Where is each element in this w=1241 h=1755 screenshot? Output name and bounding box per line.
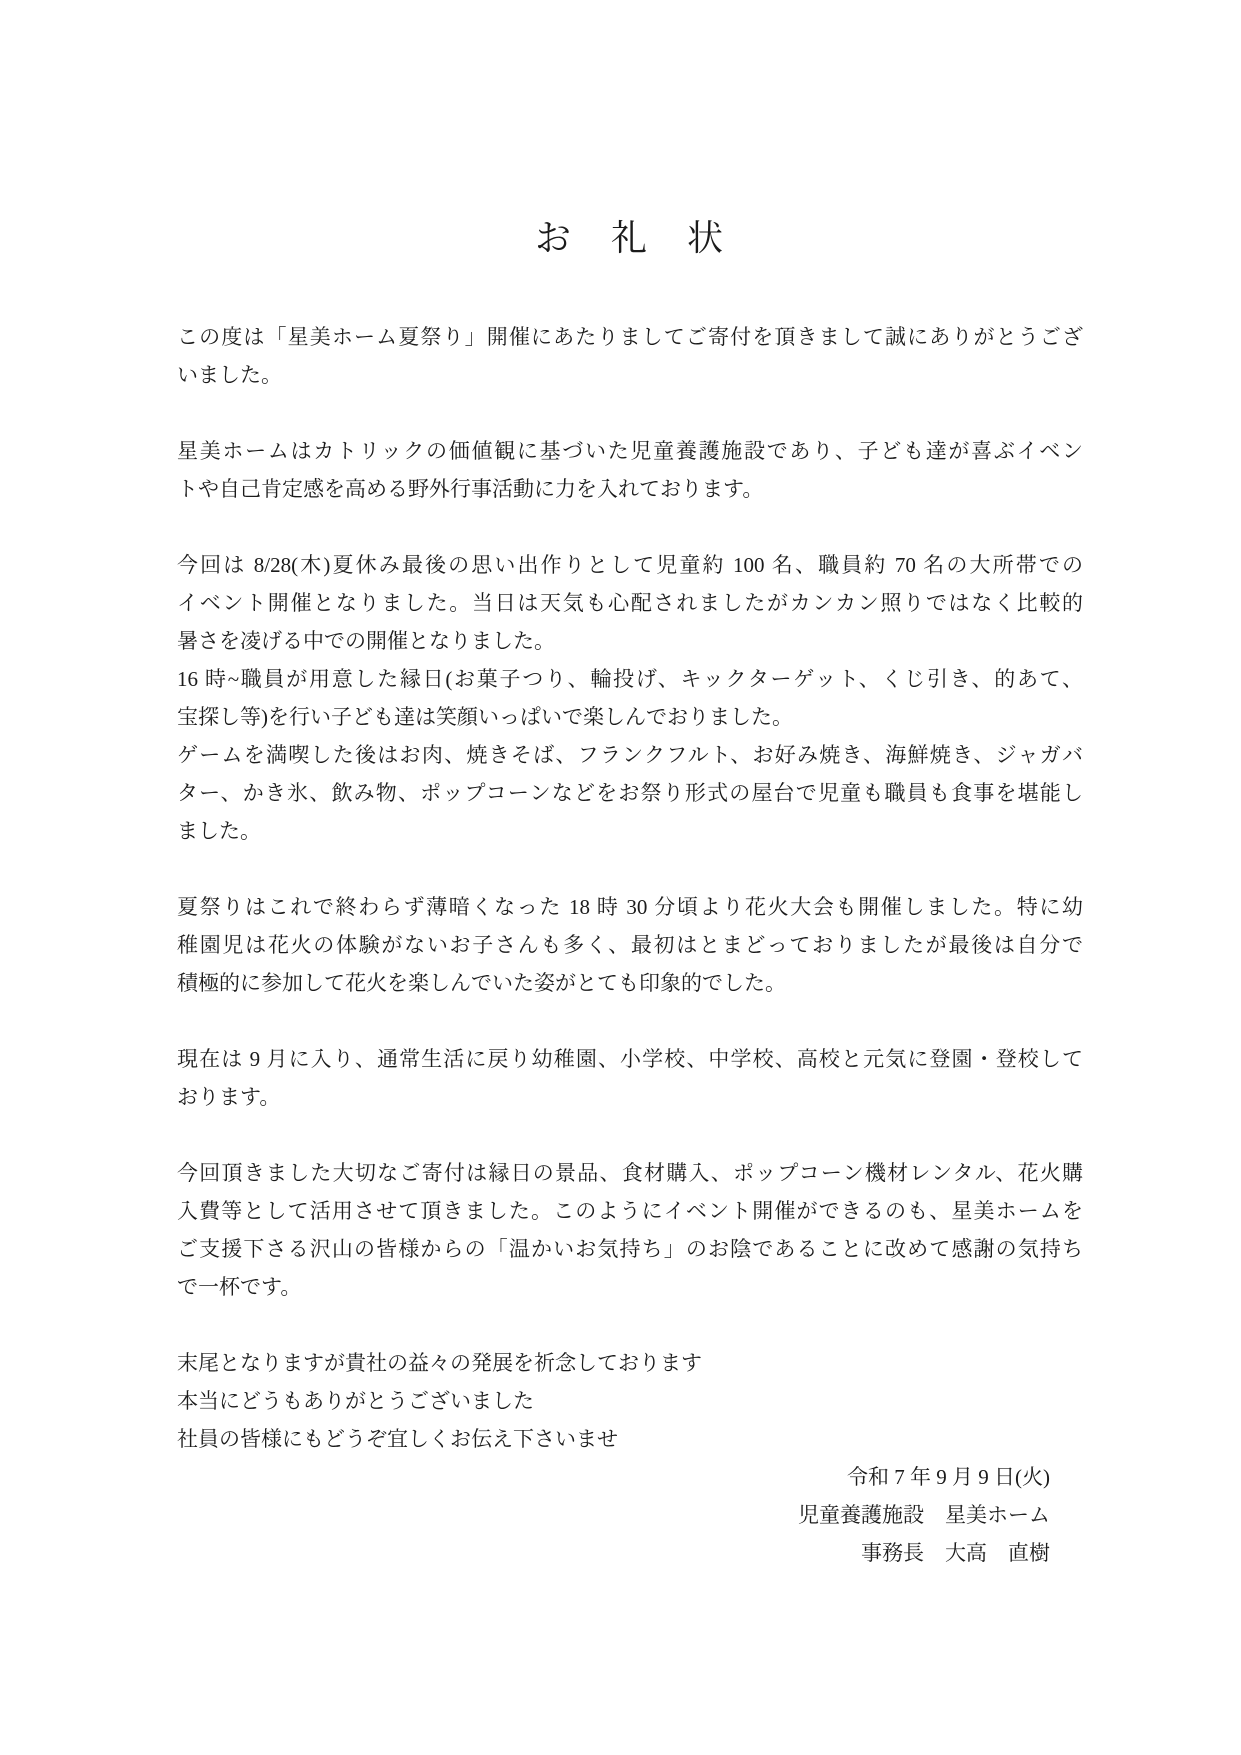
text-line: 稚園児は花火の体験がないお子さんも多く、最初はとまどっておりましたが最後は自分で	[177, 933, 1083, 957]
event-overview-paragraph	[177, 546, 1083, 660]
donation-use-paragraph	[177, 1154, 1083, 1306]
blank-line	[177, 1002, 1083, 1040]
closing-paragraph	[177, 1344, 1083, 1458]
blank-line	[177, 1306, 1083, 1344]
text-line: 今回は 8/28(木)夏休み最後の思い出作りとして児童約 100 名、職員約 70 名の大所帯での	[177, 553, 1083, 577]
text-line: トや自己肯定感を高める野外行事活動に力を入れております。	[177, 477, 764, 501]
text-line: で一杯です。	[177, 1275, 302, 1299]
text-line: 星美ホームはカトリックの価値観に基づいた児童養護施設であり、子ども達が喜ぶイベン	[177, 439, 1084, 463]
text-line: 末尾となりますが貴社の益々の発展を祈念しております	[177, 1351, 702, 1375]
opening-paragraph	[177, 318, 1083, 394]
letter-body	[177, 318, 1083, 1572]
blank-line	[177, 508, 1083, 546]
text-line: ゲームを満喫した後はお肉、焼きそば、フランクフルト、お好み焼き、海鮮焼き、ジャガバ	[177, 743, 1083, 767]
fireworks-paragraph	[177, 888, 1083, 1002]
signature-line: 児童養護施設 星美ホーム	[798, 1503, 1050, 1527]
blank-line	[177, 850, 1083, 888]
text-line: おります。	[177, 1085, 281, 1109]
text-line: 現在は 9 月に入り、通常生活に戻り幼稚園、小学校、中学校、高校と元気に登園・登校して	[177, 1047, 1083, 1071]
text-line: この度は「星美ホーム夏祭り」開催にあたりましてご寄付を頂きまして誠にありがとうござ	[177, 325, 1083, 349]
blank-line	[177, 394, 1083, 432]
text-line: 積極的に参加して花火を楽しんでいた姿がとても印象的でした。	[177, 971, 786, 995]
text-line: 暑さを凌げる中での開催となりました。	[177, 629, 555, 653]
about-home-paragraph	[177, 432, 1083, 508]
text-line: ご支援下さる沢山の皆様からの「温かいお気持ち」のお陰であることに改めて感謝の気持ち	[177, 1237, 1083, 1261]
text-line: ター、かき氷、飲み物、ポップコーンなどをお祭り形式の屋台で児童も職員も食事を堪能し	[177, 781, 1083, 805]
festival-games-paragraph	[177, 660, 1083, 736]
text-line: 今回頂きました大切なご寄付は縁日の景品、食材購入、ポップコーン機材レンタル、花火購	[177, 1161, 1083, 1185]
signature-line: 令和 7 年 9 月 9 日(火)	[847, 1465, 1050, 1489]
september-return-paragraph	[177, 1040, 1083, 1116]
text-line: イベント開催となりました。当日は天気も心配されましたがカンカン照りではなく比較的	[177, 591, 1083, 615]
text-line: 本当にどうもありがとうございました	[177, 1389, 534, 1413]
blank-line	[177, 1116, 1083, 1154]
text-line: 社員の皆様にもどうぞ宜しくお伝え下さいませ	[177, 1427, 618, 1451]
text-line: いました。	[177, 363, 282, 387]
signature-block	[177, 1458, 1083, 1572]
signature-line: 事務長 大高 直樹	[861, 1541, 1050, 1565]
text-line: 夏祭りはこれで終わらず薄暗くなった 18 時 30 分頃より花火大会も開催しました。特に幼	[177, 895, 1083, 919]
letter-title: お 礼 状	[534, 218, 725, 258]
text-line: 宝探し等)を行い子ども達は笑顔いっぱいで楽しんでおりました。	[177, 705, 793, 729]
text-line: 16 時~職員が用意した縁日(お菓子つり、輪投げ、キックターゲット、くじ引き、的あて、	[177, 667, 1083, 691]
festival-food-paragraph	[177, 736, 1083, 850]
text-line: ました。	[177, 819, 261, 843]
text-line: 入費等として活用させて頂きました。このようにイベント開催ができるのも、星美ホームを	[177, 1199, 1083, 1223]
